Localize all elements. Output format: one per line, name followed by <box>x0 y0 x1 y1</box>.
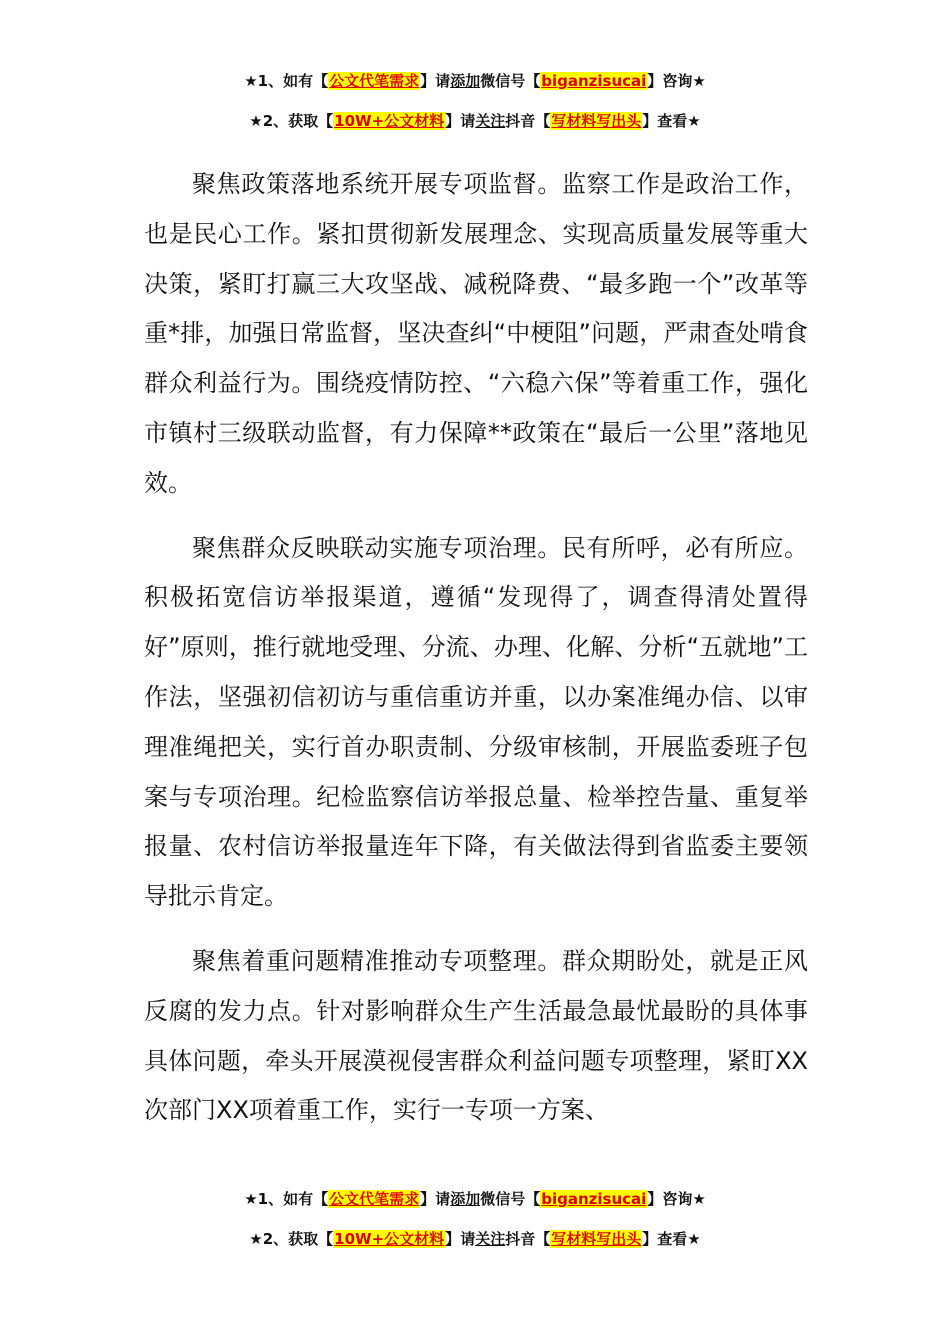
promo-line-2 <box>0 1224 950 1264</box>
promo-suffix: 咨询★ <box>662 1190 706 1208</box>
highlight-service: 公文代笔需求 <box>329 72 420 90</box>
promo-underlined: 添加 <box>450 1190 481 1208</box>
promo-underlined: 关注 <box>475 1230 506 1248</box>
promo-line-1 <box>0 1184 950 1224</box>
highlight-wechat-id: biganzisucai <box>541 72 647 90</box>
promo-banner-bottom <box>0 1184 950 1264</box>
bracket-close: 】 <box>642 1230 658 1248</box>
bracket-open: 【 <box>535 112 551 130</box>
document-body <box>144 160 808 1151</box>
bracket-open: 【 <box>318 1230 334 1248</box>
highlight-douyin-account: 写材料写出头 <box>551 112 642 130</box>
promo-suffix: 查看★ <box>657 1230 701 1248</box>
bracket-open: 【 <box>525 1190 541 1208</box>
promo-suffix: 查看★ <box>657 112 701 130</box>
bracket-close: 】 <box>445 1230 461 1248</box>
bracket-open: 【 <box>525 72 541 90</box>
bracket-open: 【 <box>318 112 334 130</box>
promo-text: 请 <box>435 1190 451 1208</box>
highlight-service: 公文代笔需求 <box>329 1190 420 1208</box>
promo-line-2 <box>0 106 950 146</box>
promo-underlined: 关注 <box>475 112 506 130</box>
bracket-close: 】 <box>647 72 663 90</box>
body-paragraph-2: 聚焦群众反映联动实施专项治理。民有所呼，必有所应。积极拓宽信访举报渠道，遵循“发现得了，调查得清处置得好”原则，推行就地受理、分流、办理、化解、分析“五就地”工作法，坚强初信初访与重信重访并重，以办案准绳办信、以审理准绳把关，实行首办职责制、分级审核制，开展监委班子包案与专项治理。纪检监察信访举报总量、检举控告量、重复举报量、农村信访举报量连年下降，有关做法得到省监委主要领导批示肯定。 <box>144 533 808 911</box>
promo-prefix: ★2、获取 <box>249 112 319 130</box>
bracket-open: 【 <box>313 72 329 90</box>
promo-text: 抖音 <box>505 112 536 130</box>
bracket-close: 】 <box>420 72 436 90</box>
promo-prefix: ★1、如有 <box>244 72 314 90</box>
promo-prefix: ★1、如有 <box>244 1190 314 1208</box>
promo-underlined: 添加 <box>450 72 481 90</box>
promo-text: 请 <box>435 72 451 90</box>
highlight-douyin-account: 写材料写出头 <box>551 1230 642 1248</box>
promo-text: 请 <box>460 112 476 130</box>
body-paragraph-1: 聚焦政策落地系统开展专项监督。监察工作是政治工作，也是民心工作。紧扣贯彻新发展理念、实现高质量发展等重大决策，紧盯打赢三大攻坚战、减税降费、“最多跑一个”改革等重*排，加强日常监督，坚决查纠“中梗阻”问题，严肃查处啃食群众利益行为。围绕疫情防控、“六稳六保”等着重工作，强化市镇村三级联动监督，有力保障**政策在“最后一公里”落地见效。 <box>144 170 808 497</box>
promo-line-1 <box>0 66 950 106</box>
bracket-close: 】 <box>642 112 658 130</box>
promo-prefix: ★2、获取 <box>249 1230 319 1248</box>
bracket-close: 】 <box>445 112 461 130</box>
promo-text: 微信号 <box>480 72 526 90</box>
highlight-materials: 10W+公文材料 <box>334 1230 445 1248</box>
promo-text: 微信号 <box>480 1190 526 1208</box>
promo-suffix: 咨询★ <box>662 72 706 90</box>
body-paragraph-3: 聚焦着重问题精准推动专项整理。群众期盼处，就是正风反腐的发力点。针对影响群众生产生活最急最忧最盼的具体事具体问题，牵头开展漠视侵害群众利益问题专项整理，紧盯XX次部门XX项着重工作，实行一专项一方案、 <box>144 946 808 1125</box>
promo-text: 抖音 <box>505 1230 536 1248</box>
bracket-close: 】 <box>647 1190 663 1208</box>
bracket-open: 【 <box>535 1230 551 1248</box>
bracket-open: 【 <box>313 1190 329 1208</box>
highlight-wechat-id: biganzisucai <box>541 1190 647 1208</box>
promo-banner-top <box>0 66 950 146</box>
highlight-materials: 10W+公文材料 <box>334 112 445 130</box>
promo-text: 请 <box>460 1230 476 1248</box>
bracket-close: 】 <box>420 1190 436 1208</box>
